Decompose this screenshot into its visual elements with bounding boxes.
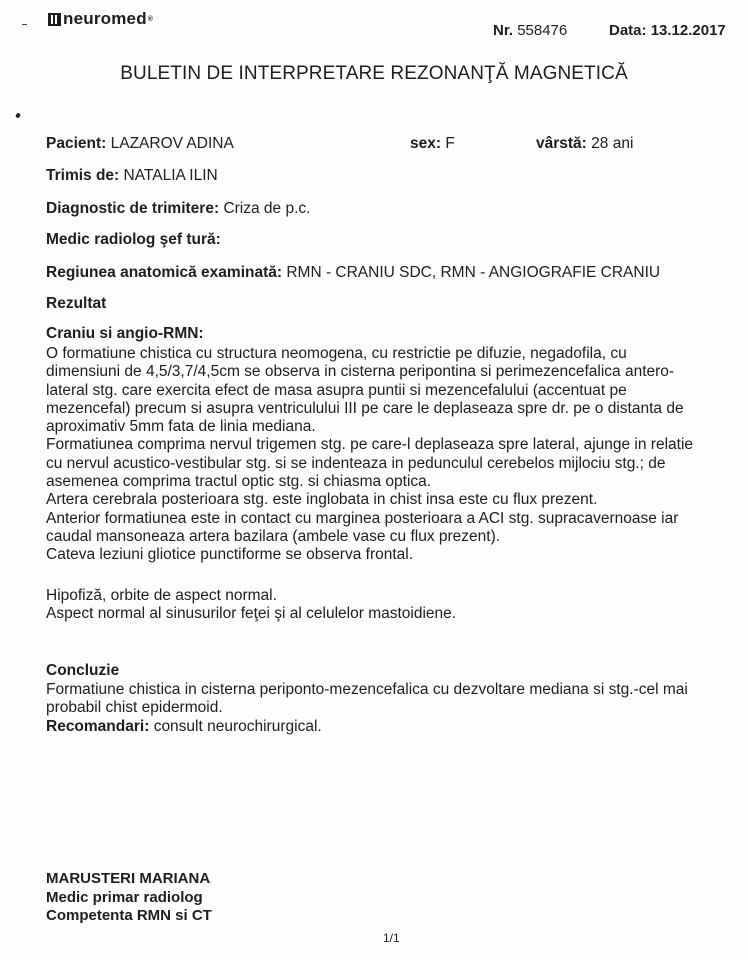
registered-mark: ® [147, 15, 154, 23]
sent-by [46, 167, 218, 185]
patient-age-label: vârstă: [536, 135, 587, 152]
signature-block [46, 870, 212, 926]
recommendation-label: Recomandari: [46, 717, 150, 735]
examined-region-label: Regiunea anatomică examinată: [46, 264, 283, 281]
findings-line: dimensiuni de 4,5/3,7/4,5cm se observa in cisterna peripontina si perimezencefalica antero- [46, 363, 675, 381]
section-heading [46, 325, 204, 343]
report-date-value: 13.12.2017 [650, 22, 726, 39]
findings-line: Cateva leziuni gliotice punctiforme se observa frontal. [46, 546, 414, 564]
findings-line: O formatiune chistica cu structura neomogena, cu restrictie pe difuzie, negadofila, cu [46, 345, 627, 362]
patient-age [536, 135, 633, 153]
examined-region [46, 264, 660, 282]
normal-findings-line: Hipofiză, orbite de aspect normal. [46, 587, 277, 604]
report-date-label: Data: [609, 22, 647, 39]
findings-line: Anterior formatiunea este in contact cu marginea posterioara a ACI stg. supracavernoase iar [46, 509, 679, 527]
result-heading [46, 295, 106, 313]
conclusion-text [46, 681, 736, 736]
findings-line: asemenea comprima tractul optic stg. si chiasma optica. [46, 473, 432, 491]
signature-role: Medic primar radiolog [46, 888, 203, 906]
radiologist-shift-label: Medic radiolog şef tură: [46, 231, 221, 248]
radiologist-shift [46, 231, 221, 249]
patient-sex-label: sex: [410, 135, 442, 152]
signature-name: MARUSTERI MARIANA [46, 870, 211, 887]
referral-diagnosis-label: Diagnostic de trimitere: [46, 200, 220, 217]
patient-name-value: LAZAROV ADINA [110, 135, 234, 152]
section-heading-text: Craniu si angio-RMN: [46, 325, 204, 342]
recommendation [46, 718, 736, 736]
report-number-label: Nr. [493, 22, 514, 39]
findings-line: lateral stg. care exercita efect de masa asupra puntii si mezencefalului (accentuat pe [46, 381, 627, 399]
patient-age-value: 28 ani [591, 135, 634, 152]
normal-findings-text [46, 587, 736, 624]
findings-line: caudal mansoneaza artera bazilara (ambele vase cu flux prezent). [46, 527, 501, 545]
examined-region-value: RMN - CRANIU SDC, RMN - ANGIOGRAFIE CRANIU [286, 264, 661, 281]
patient-sex-value: F [445, 135, 455, 152]
referral-diagnosis [46, 200, 310, 218]
referral-diagnosis-value: Criza de p.c. [223, 200, 311, 217]
conclusion-heading [46, 662, 119, 680]
logo-icon [48, 13, 61, 26]
scan-speck [15, 112, 21, 118]
conclusion-line: probabil chist epidermoid. [46, 699, 223, 717]
patient-sex [410, 135, 455, 153]
signature-competence: Competenta RMN si CT [46, 907, 212, 924]
conclusion-line: Formatiune chistica in cisterna periponto-mezencefalica cu dezvoltare mediana si stg.-cel mai [46, 681, 688, 698]
recommendation-value: consult neurochirurgical. [153, 717, 322, 735]
document-title: BULETIN DE INTERPRETARE REZONANŢĂ MAGNETICĂ [120, 63, 628, 84]
findings-line: Formatiunea comprima nervul trigemen stg. pe care-l deplaseaza spre lateral, ajunge in relatie [46, 436, 694, 454]
conclusion-heading-text: Concluzie [46, 662, 120, 679]
patient-name-label: Pacient: [46, 135, 107, 152]
findings-text [46, 345, 736, 565]
scan-mark [22, 24, 27, 25]
findings-line: Artera cerebrala posterioara stg. este inglobata in chist insa este cu flux prezent. [46, 491, 598, 509]
report-number-value: 558476 [517, 22, 568, 39]
logo-text: neuromed [63, 9, 147, 28]
report-number [493, 22, 567, 39]
findings-line: mezencefal) precum si asupra ventriculului III pe care le deplaseaza spre dr. pe o distanta de [46, 399, 684, 417]
sent-by-label: Trimis de: [46, 167, 120, 184]
neuromed-logo [48, 9, 153, 29]
page-number: 1/1 [383, 931, 400, 945]
result-heading-text: Rezultat [46, 295, 107, 312]
patient-name [46, 135, 234, 153]
normal-findings-line: Aspect normal al sinusurilor feţei şi al celulelor mastoidiene. [46, 605, 457, 623]
report-date [609, 22, 726, 39]
sent-by-value: NATALIA ILIN [123, 167, 218, 184]
findings-line: cu nervul acustico-vestibular stg. si se indenteaza in pedunculul cerebelos mijlociu stg.; de [46, 454, 666, 472]
findings-line: aproximativ 5mm fata de linia mediana. [46, 418, 316, 436]
